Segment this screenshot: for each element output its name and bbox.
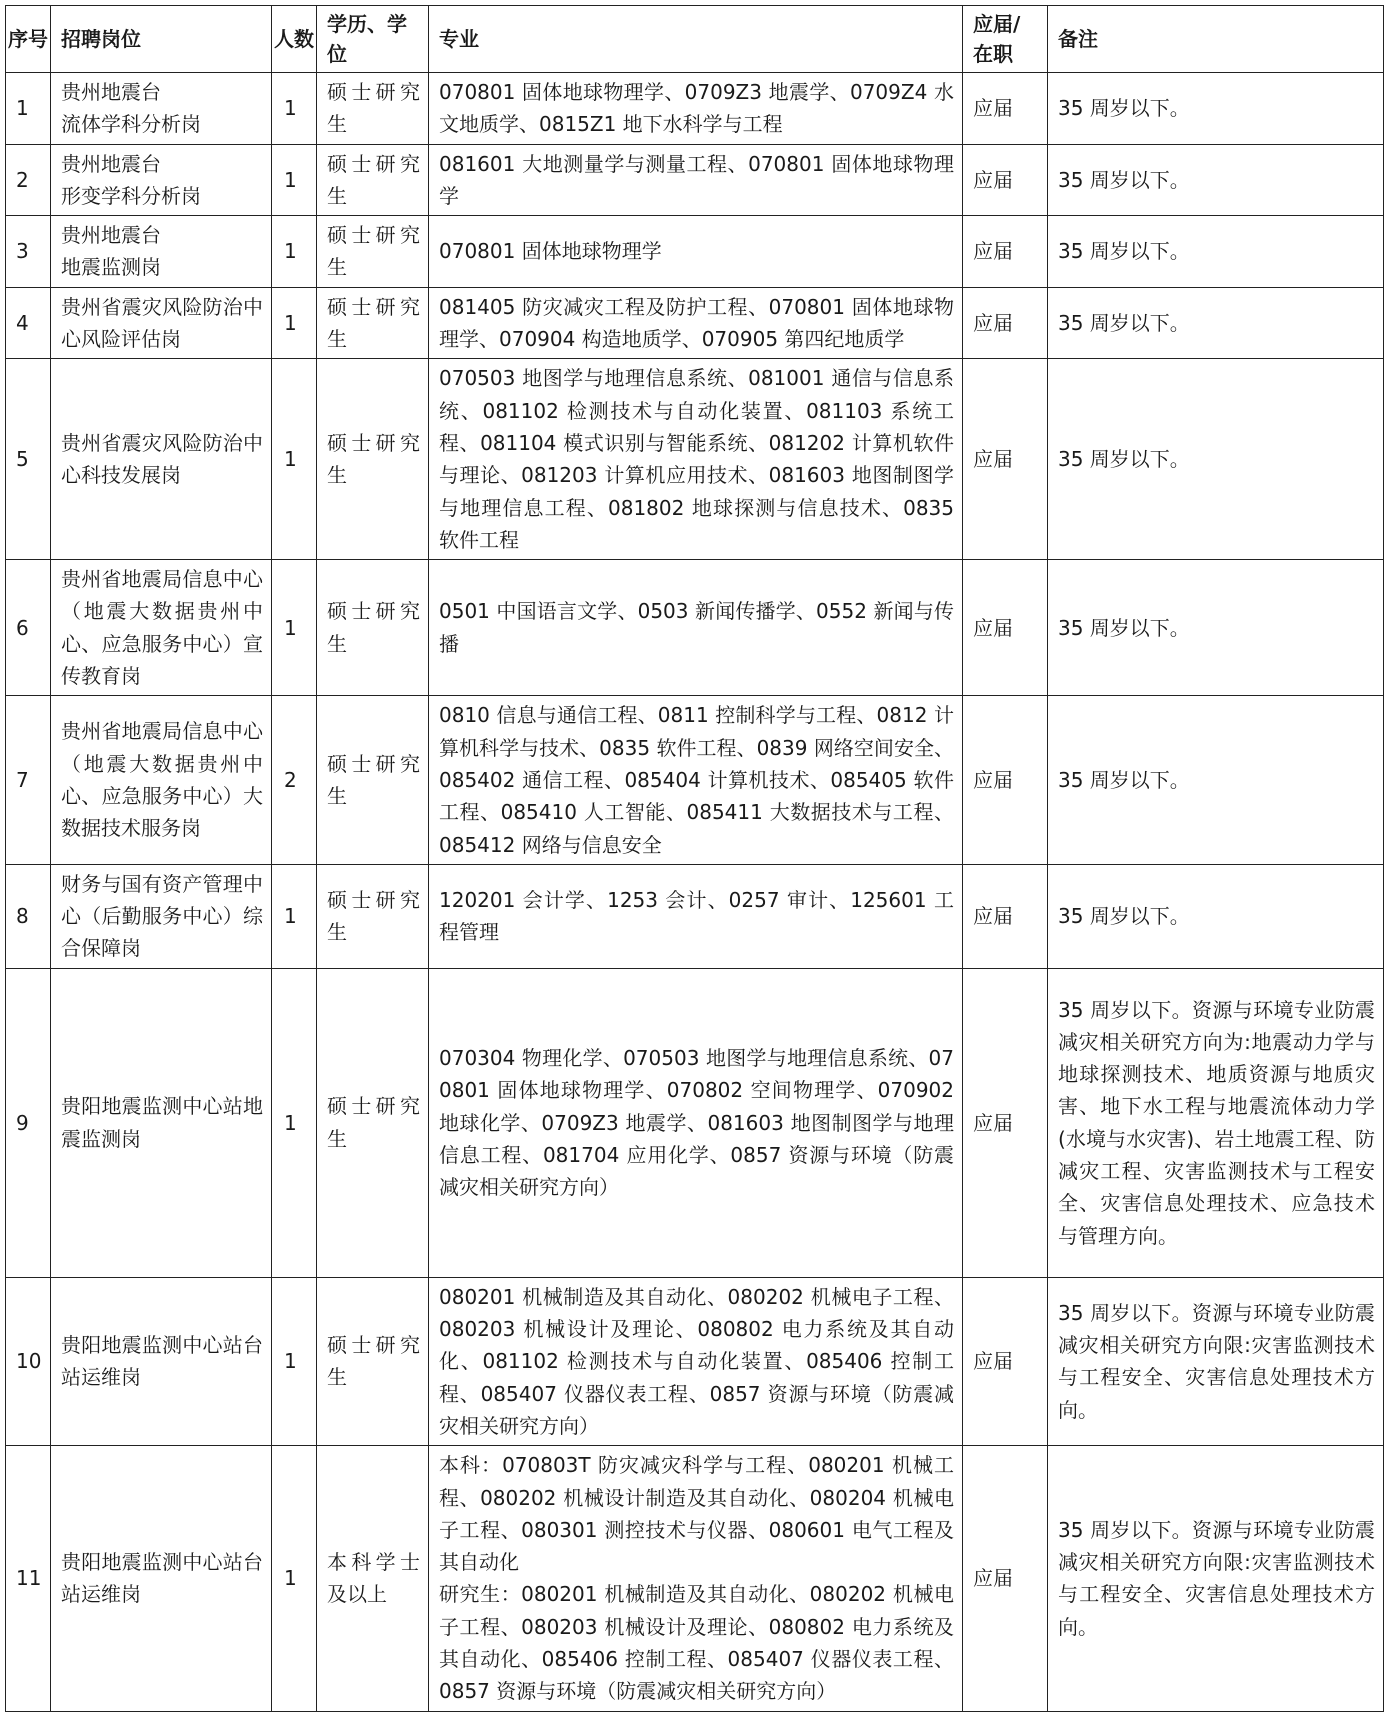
cell-no: 1 bbox=[6, 73, 51, 145]
cell-no: 4 bbox=[6, 287, 51, 359]
cell-status: 应届 bbox=[963, 359, 1048, 560]
table-row bbox=[6, 864, 1384, 968]
cell-edu: 硕士研究生 bbox=[317, 560, 429, 696]
cell-num: 1 bbox=[272, 287, 317, 359]
cell-post: 贵州省震灾风险防治中心风险评估岗 bbox=[51, 287, 272, 359]
cell-num: 1 bbox=[272, 73, 317, 145]
table-row bbox=[6, 1277, 1384, 1445]
cell-status: 应届 bbox=[963, 216, 1048, 288]
table-row bbox=[6, 359, 1384, 560]
cell-no: 6 bbox=[6, 560, 51, 696]
cell-note: 35 周岁以下。资源与环境专业防震减灾相关研究方向限:灾害监测技术与工程安全、灾害信息处理技术方向。 bbox=[1048, 1446, 1384, 1711]
cell-post: 贵州省震灾风险防治中心科技发展岗 bbox=[51, 359, 272, 560]
cell-post: 贵阳地震监测中心站台站运维岗 bbox=[51, 1277, 272, 1445]
table-row bbox=[6, 696, 1384, 864]
cell-major: 070801 固体地球物理学、0709Z3 地震学、0709Z4 水文地质学、0815Z1 地下水科学与工程 bbox=[429, 73, 963, 145]
cell-num: 1 bbox=[272, 560, 317, 696]
cell-edu: 硕士研究生 bbox=[317, 359, 429, 560]
cell-edu: 硕士研究生 bbox=[317, 1277, 429, 1445]
cell-status: 应届 bbox=[963, 287, 1048, 359]
cell-num: 1 bbox=[272, 144, 317, 216]
cell-post: 贵阳地震监测中心站地震监测岗 bbox=[51, 968, 272, 1277]
cell-major: 本科：070803T 防灾减灾科学与工程、080201 机械工程、080202 机械设计制造及其自动化、080204 机械电子工程、080301 测控技术与仪器、080601 电气工程及其自动化 研究生：080201 机械制造及其自动化、080202 机械电子工程、080203 机械设计及理论、080802 电力系统及其自动化、085406 控制工程、085407 仪器仪表工程、0857 资源与环境（防震减灾相关研究方向） bbox=[429, 1446, 963, 1711]
cell-major: 120201 会计学、1253 会计、0257 审计、125601 工程管理 bbox=[429, 864, 963, 968]
cell-edu: 本科学士及以上 bbox=[317, 1446, 429, 1711]
cell-num: 1 bbox=[272, 864, 317, 968]
cell-major: 081601 大地测量学与测量工程、070801 固体地球物理学 bbox=[429, 144, 963, 216]
header-note: 备注 bbox=[1048, 6, 1384, 73]
cell-note: 35 周岁以下。资源与环境专业防震减灾相关研究方向限:灾害监测技术与工程安全、灾害信息处理技术方向。 bbox=[1048, 1277, 1384, 1445]
cell-no: 11 bbox=[6, 1446, 51, 1711]
table-row bbox=[6, 144, 1384, 216]
cell-status: 应届 bbox=[963, 696, 1048, 864]
cell-note: 35 周岁以下。资源与环境专业防震减灾相关研究方向为:地震动力学与地球探测技术、地质资源与地质灾害、地下水工程与地震流体动力学(水境与水灾害)、岩土地震工程、防减灾工程、灾害监测技术与工程安全、灾害信息处理技术、应急技术与管理方向。 bbox=[1048, 968, 1384, 1277]
recruitment-table bbox=[5, 5, 1384, 1712]
cell-post: 贵州省地震局信息中心（地震大数据贵州中心、应急服务中心）大数据技术服务岗 bbox=[51, 696, 272, 864]
cell-status: 应届 bbox=[963, 1277, 1048, 1445]
cell-no: 8 bbox=[6, 864, 51, 968]
cell-note: 35 周岁以下。 bbox=[1048, 696, 1384, 864]
cell-status: 应届 bbox=[963, 968, 1048, 1277]
cell-major: 0810 信息与通信工程、0811 控制科学与工程、0812 计算机科学与技术、0835 软件工程、0839 网络空间安全、085402 通信工程、085404 计算机技术、085405 软件工程、085410 人工智能、085411 大数据技术与工程、085412 网络与信息安全 bbox=[429, 696, 963, 864]
cell-status: 应届 bbox=[963, 1446, 1048, 1711]
cell-major: 081405 防灾减灾工程及防护工程、070801 固体地球物理学、070904 构造地质学、070905 第四纪地质学 bbox=[429, 287, 963, 359]
cell-num: 1 bbox=[272, 968, 317, 1277]
cell-edu: 硕士研究生 bbox=[317, 144, 429, 216]
cell-no: 9 bbox=[6, 968, 51, 1277]
cell-no: 10 bbox=[6, 1277, 51, 1445]
cell-note: 35 周岁以下。 bbox=[1048, 73, 1384, 145]
cell-note: 35 周岁以下。 bbox=[1048, 864, 1384, 968]
header-status: 应届/在职 bbox=[963, 6, 1048, 73]
cell-edu: 硕士研究生 bbox=[317, 864, 429, 968]
cell-major: 0501 中国语言文学、0503 新闻传播学、0552 新闻与传播 bbox=[429, 560, 963, 696]
cell-num: 1 bbox=[272, 216, 317, 288]
cell-post: 贵州地震台 地震监测岗 bbox=[51, 216, 272, 288]
cell-edu: 硕士研究生 bbox=[317, 73, 429, 145]
cell-no: 3 bbox=[6, 216, 51, 288]
table-body bbox=[6, 73, 1384, 1712]
table-row bbox=[6, 1446, 1384, 1711]
cell-note: 35 周岁以下。 bbox=[1048, 287, 1384, 359]
cell-note: 35 周岁以下。 bbox=[1048, 359, 1384, 560]
cell-no: 2 bbox=[6, 144, 51, 216]
cell-edu: 硕士研究生 bbox=[317, 287, 429, 359]
cell-post: 贵州省地震局信息中心（地震大数据贵州中心、应急服务中心）宣传教育岗 bbox=[51, 560, 272, 696]
cell-note: 35 周岁以下。 bbox=[1048, 216, 1384, 288]
cell-num: 1 bbox=[272, 1446, 317, 1711]
header-post: 招聘岗位 bbox=[51, 6, 272, 73]
cell-major: 070503 地图学与地理信息系统、081001 通信与信息系统、081102 检测技术与自动化装置、081103 系统工程、081104 模式识别与智能系统、081202 计算机软件与理论、081203 计算机应用技术、081603 地图制图学与地理信息工程、081802 地球探测与信息技术、0835 软件工程 bbox=[429, 359, 963, 560]
table-row bbox=[6, 287, 1384, 359]
cell-post: 贵州地震台 形变学科分析岗 bbox=[51, 144, 272, 216]
cell-status: 应届 bbox=[963, 560, 1048, 696]
cell-status: 应届 bbox=[963, 73, 1048, 145]
cell-note: 35 周岁以下。 bbox=[1048, 560, 1384, 696]
header-row bbox=[6, 6, 1384, 73]
cell-status: 应届 bbox=[963, 144, 1048, 216]
cell-num: 2 bbox=[272, 696, 317, 864]
cell-num: 1 bbox=[272, 359, 317, 560]
header-major: 专业 bbox=[429, 6, 963, 73]
cell-post: 贵州地震台 流体学科分析岗 bbox=[51, 73, 272, 145]
cell-edu: 硕士研究生 bbox=[317, 696, 429, 864]
header-num: 人数 bbox=[272, 6, 317, 73]
cell-post: 财务与国有资产管理中心（后勤服务中心）综合保障岗 bbox=[51, 864, 272, 968]
cell-edu: 硕士研究生 bbox=[317, 216, 429, 288]
cell-major: 070304 物理化学、070503 地图学与地理信息系统、070801 固体地球物理学、070802 空间物理学、070902 地球化学、0709Z3 地震学、081603 地图制图学与地理信息工程、081704 应用化学、0857 资源与环境（防震减灾相关研究方向） bbox=[429, 968, 963, 1277]
cell-status: 应届 bbox=[963, 864, 1048, 968]
cell-major: 080201 机械制造及其自动化、080202 机械电子工程、080203 机械设计及理论、080802 电力系统及其自动化、081102 检测技术与自动化装置、085406 控制工程、085407 仪器仪表工程、0857 资源与环境（防震减灾相关研究方向） bbox=[429, 1277, 963, 1445]
header-edu: 学历、学位 bbox=[317, 6, 429, 73]
cell-no: 7 bbox=[6, 696, 51, 864]
table-row bbox=[6, 560, 1384, 696]
cell-note: 35 周岁以下。 bbox=[1048, 144, 1384, 216]
cell-post: 贵阳地震监测中心站台站运维岗 bbox=[51, 1446, 272, 1711]
table-row bbox=[6, 968, 1384, 1277]
cell-num: 1 bbox=[272, 1277, 317, 1445]
cell-edu: 硕士研究生 bbox=[317, 968, 429, 1277]
table-row bbox=[6, 73, 1384, 145]
cell-major: 070801 固体地球物理学 bbox=[429, 216, 963, 288]
header-no: 序号 bbox=[6, 6, 51, 73]
cell-no: 5 bbox=[6, 359, 51, 560]
table-row bbox=[6, 216, 1384, 288]
